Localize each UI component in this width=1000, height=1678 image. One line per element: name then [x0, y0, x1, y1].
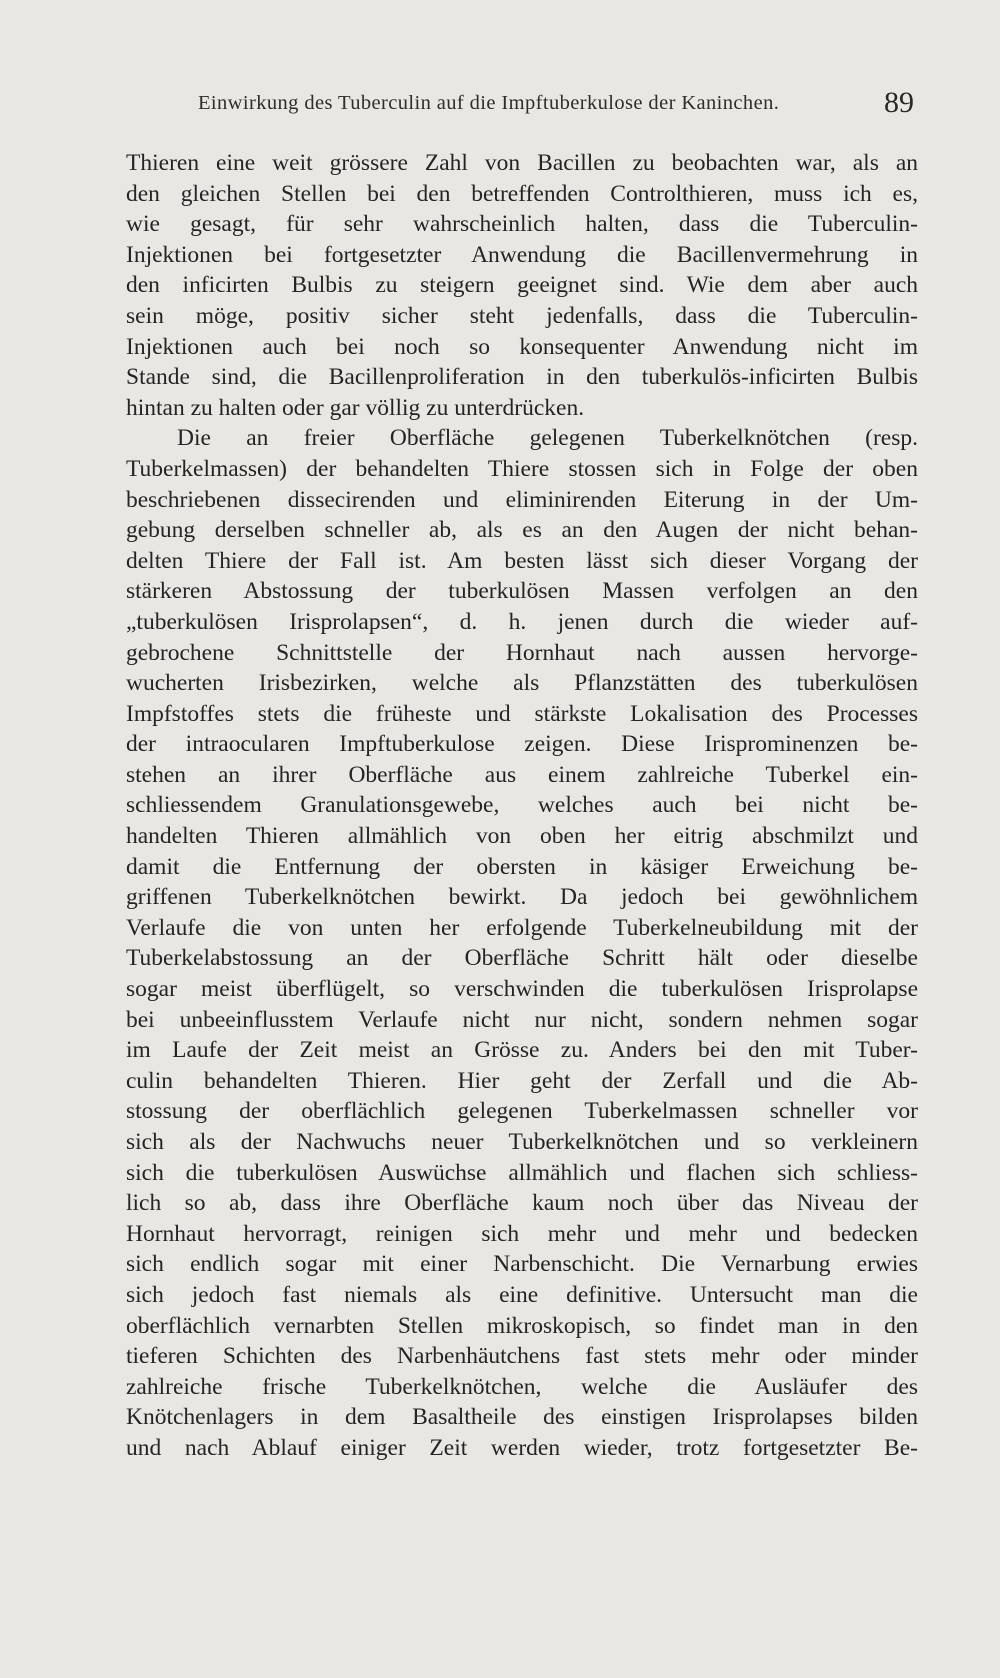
text-line: Tuberkelmassen) der behandelten Thiere stossen sich in Folge der oben — [126, 455, 918, 482]
running-title: Einwirkung des Tuberculin auf die Impftuberkulose der Kaninchen. — [198, 92, 780, 114]
text-line: Injektionen auch bei noch so konsequenter Anwendung nicht im — [126, 333, 918, 360]
text-line: Die an freier Oberfläche gelegenen Tuberkelknötchen (resp. — [177, 425, 918, 452]
text-line: griffenen Tuberkelknötchen bewirkt. Da jedoch bei gewöhnlichem — [126, 884, 918, 911]
text-line: stehen an ihrer Oberfläche aus einem zahlreiche Tuberkel ein- — [126, 761, 918, 788]
text-line: Stande sind, die Bacillenproliferation in den tuberkulös-inficirten Bulbis — [126, 364, 918, 391]
text-line: im Laufe der Zeit meist an Grösse zu. Anders bei den mit Tuber- — [126, 1037, 918, 1064]
text-line: tieferen Schichten des Narbenhäutchens fast stets mehr oder minder — [126, 1343, 918, 1370]
text-line: Tuberkelabstossung an der Oberfläche Schritt hält oder dieselbe — [126, 945, 918, 972]
text-line: bei unbeeinflusstem Verlaufe nicht nur nicht, sondern nehmen sogar — [126, 1006, 918, 1033]
text-line: oberflächlich vernarbten Stellen mikroskopisch, so findet man in den — [126, 1312, 918, 1339]
text-line: wie gesagt, für sehr wahrscheinlich halten, dass die Tuberculin- — [126, 211, 918, 238]
text-line: delten Thiere der Fall ist. Am besten lässt sich dieser Vorgang der — [126, 547, 918, 574]
text-line: handelten Thieren allmählich von oben her eitrig abschmilzt und — [126, 823, 918, 850]
page-number: 89 — [884, 86, 914, 119]
text-line: zahlreiche frische Tuberkelknötchen, welche die Ausläufer des — [126, 1373, 918, 1400]
text-line: beschriebenen dissecirenden und eliminirenden Eiterung in der Um- — [126, 486, 918, 513]
text-line: sein möge, positiv sicher steht jedenfalls, dass die Tuberculin- — [126, 302, 918, 329]
text-line: stossung der oberflächlich gelegenen Tuberkelmassen schneller vor — [126, 1098, 918, 1125]
text-line: gebrochene Schnittstelle der Hornhaut nach aussen hervorge- — [126, 639, 918, 666]
text-line: sich als der Nachwuchs neuer Tuberkelknötchen und so verkleinern — [126, 1129, 918, 1155]
text-line: sich jedoch fast niemals als eine definitive. Untersucht man die — [126, 1281, 918, 1308]
text-line: sogar meist überflügelt, so verschwinden die tuberkulösen Irisprolapse — [126, 976, 918, 1003]
text-line: Thieren eine weit grössere Zahl von Bacillen zu beobachten war, als an — [126, 150, 918, 176]
text-line: gebung derselben schneller ab, als es an den Augen der nicht behan- — [126, 517, 918, 544]
text-line: Verlaufe die von unten her erfolgende Tuberkelneubildung mit der — [126, 914, 918, 941]
text-line: den inficirten Bulbis zu steigern geeignet sind. Wie dem aber auch — [126, 272, 918, 299]
text-line: sich endlich sogar mit einer Narbenschicht. Die Vernarbung erwies — [126, 1251, 918, 1278]
text-line: damit die Entfernung der obersten in käsiger Erweichung be- — [126, 853, 918, 880]
text-line: culin behandelten Thieren. Hier geht der Zerfall und die Ab- — [126, 1067, 918, 1094]
text-line: schliessendem Granulationsgewebe, welches auch bei nicht be- — [126, 792, 918, 819]
text-line: der intraocularen Impftuberkulose zeigen. Diese Irisprominenzen be- — [126, 731, 918, 758]
text-line: Hornhaut hervorragt, reinigen sich mehr und mehr und bedecken — [126, 1220, 918, 1247]
text-line: lich so ab, dass ihre Oberfläche kaum noch über das Niveau der — [126, 1190, 918, 1217]
text-line: sich die tuberkulösen Auswüchse allmählich und flachen sich schliess- — [126, 1159, 918, 1186]
text-line: wucherten Irisbezirken, welche als Pflanzstätten des tuberkulösen — [126, 670, 918, 697]
text-line: „tuberkulösen Irisprolapsen“, d. h. jenen durch die wieder auf- — [126, 608, 918, 635]
text-line: Knötchenlagers in dem Basaltheile des einstigen Irisprolapses bilden — [126, 1404, 918, 1431]
body-text — [126, 148, 918, 1464]
text-line: Injektionen bei fortgesetzter Anwendung die Bacillenvermehrung in — [126, 241, 918, 268]
text-line: stärkeren Abstossung der tuberkulösen Massen verfolgen an den — [126, 578, 918, 605]
text-line: hintan zu halten oder gar völlig zu unterdrücken. — [126, 394, 585, 421]
text-line: den gleichen Stellen bei den betreffenden Controlthieren, muss ich es, — [126, 180, 918, 207]
text-line: und nach Ablauf einiger Zeit werden wieder, trotz fortgesetzter Be- — [126, 1434, 918, 1461]
text-line: Impfstoffes stets die früheste und stärkste Lokalisation des Processes — [126, 700, 918, 727]
